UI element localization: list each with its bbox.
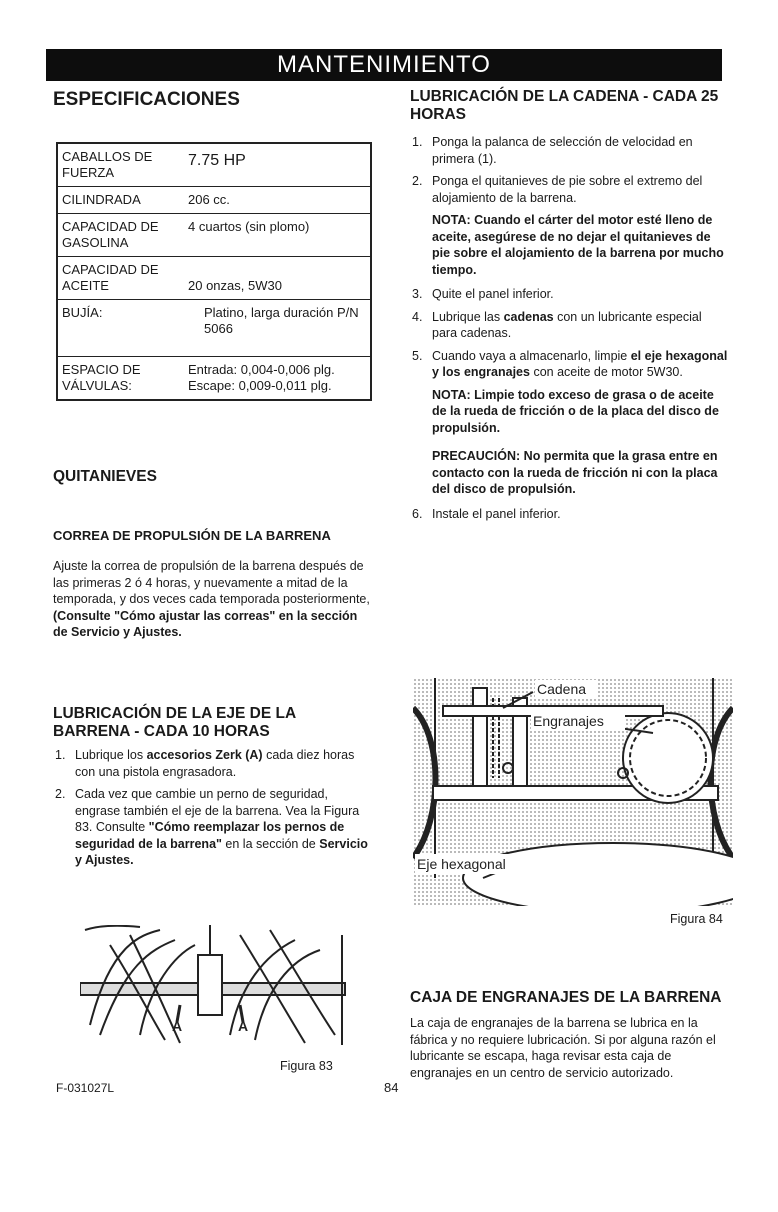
cadena-steps-3 [410,506,730,523]
eje-title: LUBRICACIÓN DE LA EJE DE LA BARRENA - CADA 10 HORAS [53,705,296,740]
figure-83-auger-illustration [80,925,350,1050]
step-number: 5. [412,348,423,363]
step-text: Cada vez que cambie un perno de seguridad, engrase también el eje de la barrena. Vea la Figura 83. Consulte [75,787,360,834]
quitanieves-section [53,468,373,486]
spec-label: CAPACIDAD DE ACEITE [57,257,184,300]
spec-label: ESPACIO DE VÁLVULAS: [57,357,184,401]
figure-83-caption: Figura 83 [280,1059,333,1073]
list-item [410,134,730,167]
list-item [410,309,730,342]
spec-value: Platino, larga duración P/N 5066 [184,300,371,357]
fig84-label-engranajes: Engranajes [533,713,604,729]
eje-steps [53,747,373,869]
spec-value: Entrada: 0,004-0,006 plg. Escape: 0,009-0,011 plg. [184,357,371,401]
fig83-label-a: A [238,1018,249,1034]
correa-section [53,528,373,641]
specs-title: ESPECIFICACIONES [53,89,240,110]
list-item [410,348,730,381]
step-text: Quite el panel inferior. [432,287,554,301]
spec-label: CAPACIDAD DE GASOLINA [57,214,184,257]
step-number: 1. [55,748,66,762]
step-text: Lubrique las [432,309,504,324]
spec-value: 7.75 HP [188,152,246,169]
step-bold: accesorios Zerk (A) [146,748,263,762]
spec-label: BUJÍA: [57,300,184,357]
step-text: con un lubricante especial para cadenas. [432,309,702,340]
left-column [53,88,373,111]
spec-value: 20 onzas, 5W30 [184,257,371,300]
eje-section [53,705,373,875]
quitanieves-title: QUITANIEVES [53,468,157,485]
spec-value: 206 cc. [184,187,371,214]
step-number: 1. [412,135,423,149]
caja-title: CAJA DE ENGRANAJES DE LA BARRENA [410,989,722,1006]
step-text: Cuando vaya a almacenarlo, limpie [432,348,631,363]
page-number: 84 [384,1080,399,1095]
cadena-title: LUBRICACIÓN DE LA CADENA - CADA 25 HORAS [410,88,719,123]
spec-row [57,257,371,300]
section-banner: MANTENIMIENTO [46,49,722,81]
list-item [53,747,373,780]
cadena-steps-2 [410,286,730,381]
nota-2: NOTA: Limpie todo exceso de grasa o de aceite de la rueda de fricción o de la placa del disco de propulsión. [432,387,719,435]
step-number: 3. [412,287,423,301]
footer-code: F-031027L [56,1081,115,1095]
spec-row [57,300,371,357]
fig83-label-a: A [172,1018,183,1034]
figure-84-drive-illustration [413,678,733,906]
step-text: Ponga la palanca de selección de velocidad en primera (1). [432,135,693,166]
step-number: 2. [55,787,66,801]
spec-label: CILINDRADA [57,187,184,214]
figure-84-caption: Figura 84 [670,912,723,926]
caja-text: La caja de engranajes de la barrena se lubrica en la fábrica y no requiere lubricación. Si por alguna razón el lubricante se escapa, haga revisar esta caja de engranajes en un centro de servicio autorizado. [410,1016,716,1080]
specs-table [56,142,372,401]
cadena-steps [410,134,730,206]
caja-section [410,989,730,1081]
right-column [410,88,730,528]
step-text: con aceite de motor 5W30. [529,365,683,379]
list-item [53,786,373,869]
step-bold: Servicio y Ajustes. [75,836,368,867]
step-text: en la sección de [221,836,320,851]
correa-text: Ajuste la correa de propulsión de la barrena después de las primeras 2 ó 4 horas, y nuevamente a mitad de la temporada, y dos veces cada temporada posteriormente, [53,559,370,606]
precaucion-note: PRECAUCIÓN: No permita que la grasa entre en contacto con la rueda de fricción ni con la placa del disco de propulsión. [432,449,718,496]
list-item [410,173,730,206]
spec-row [57,143,371,187]
step-bold: cadenas [503,309,554,324]
nota-1: NOTA: Cuando el cárter del motor esté lleno de aceite, asegúrese de no dejar el quitanieves de pie sobre el alojamiento de la barrena por mucho tiempo. [432,213,724,277]
step-number: 2. [412,174,423,188]
step-bold: "Cómo reemplazar los pernos de seguridad de la barrena" [75,820,345,851]
step-bold: el eje hexagonal y los engranajes [432,348,728,379]
step-number: 4. [412,309,423,324]
step-text: cada diez horas con una pistola engrasadora. [75,748,355,779]
spec-row [57,214,371,257]
spec-value: 4 cuartos (sin plomo) [184,214,371,257]
list-item [410,506,730,523]
fig84-label-cadena: Cadena [537,681,587,697]
spec-label: CABALLOS DE FUERZA [62,149,153,180]
step-text: Instale el panel inferior. [432,506,561,521]
step-text: Lubrique los [75,748,147,762]
step-number: 6. [412,506,423,521]
spec-row [57,357,371,401]
step-text: Ponga el quitanieves de pie sobre el extremo del alojamiento de la barrena. [432,174,703,205]
spec-row [57,187,371,214]
fig84-label-eje-hexagonal: Eje hexagonal [417,856,506,872]
list-item [410,286,730,303]
correa-reference: (Consulte "Cómo ajustar las correas" en la sección de Servicio y Ajustes. [53,608,358,639]
correa-title: CORREA DE PROPULSIÓN DE LA BARRENA [53,528,331,543]
